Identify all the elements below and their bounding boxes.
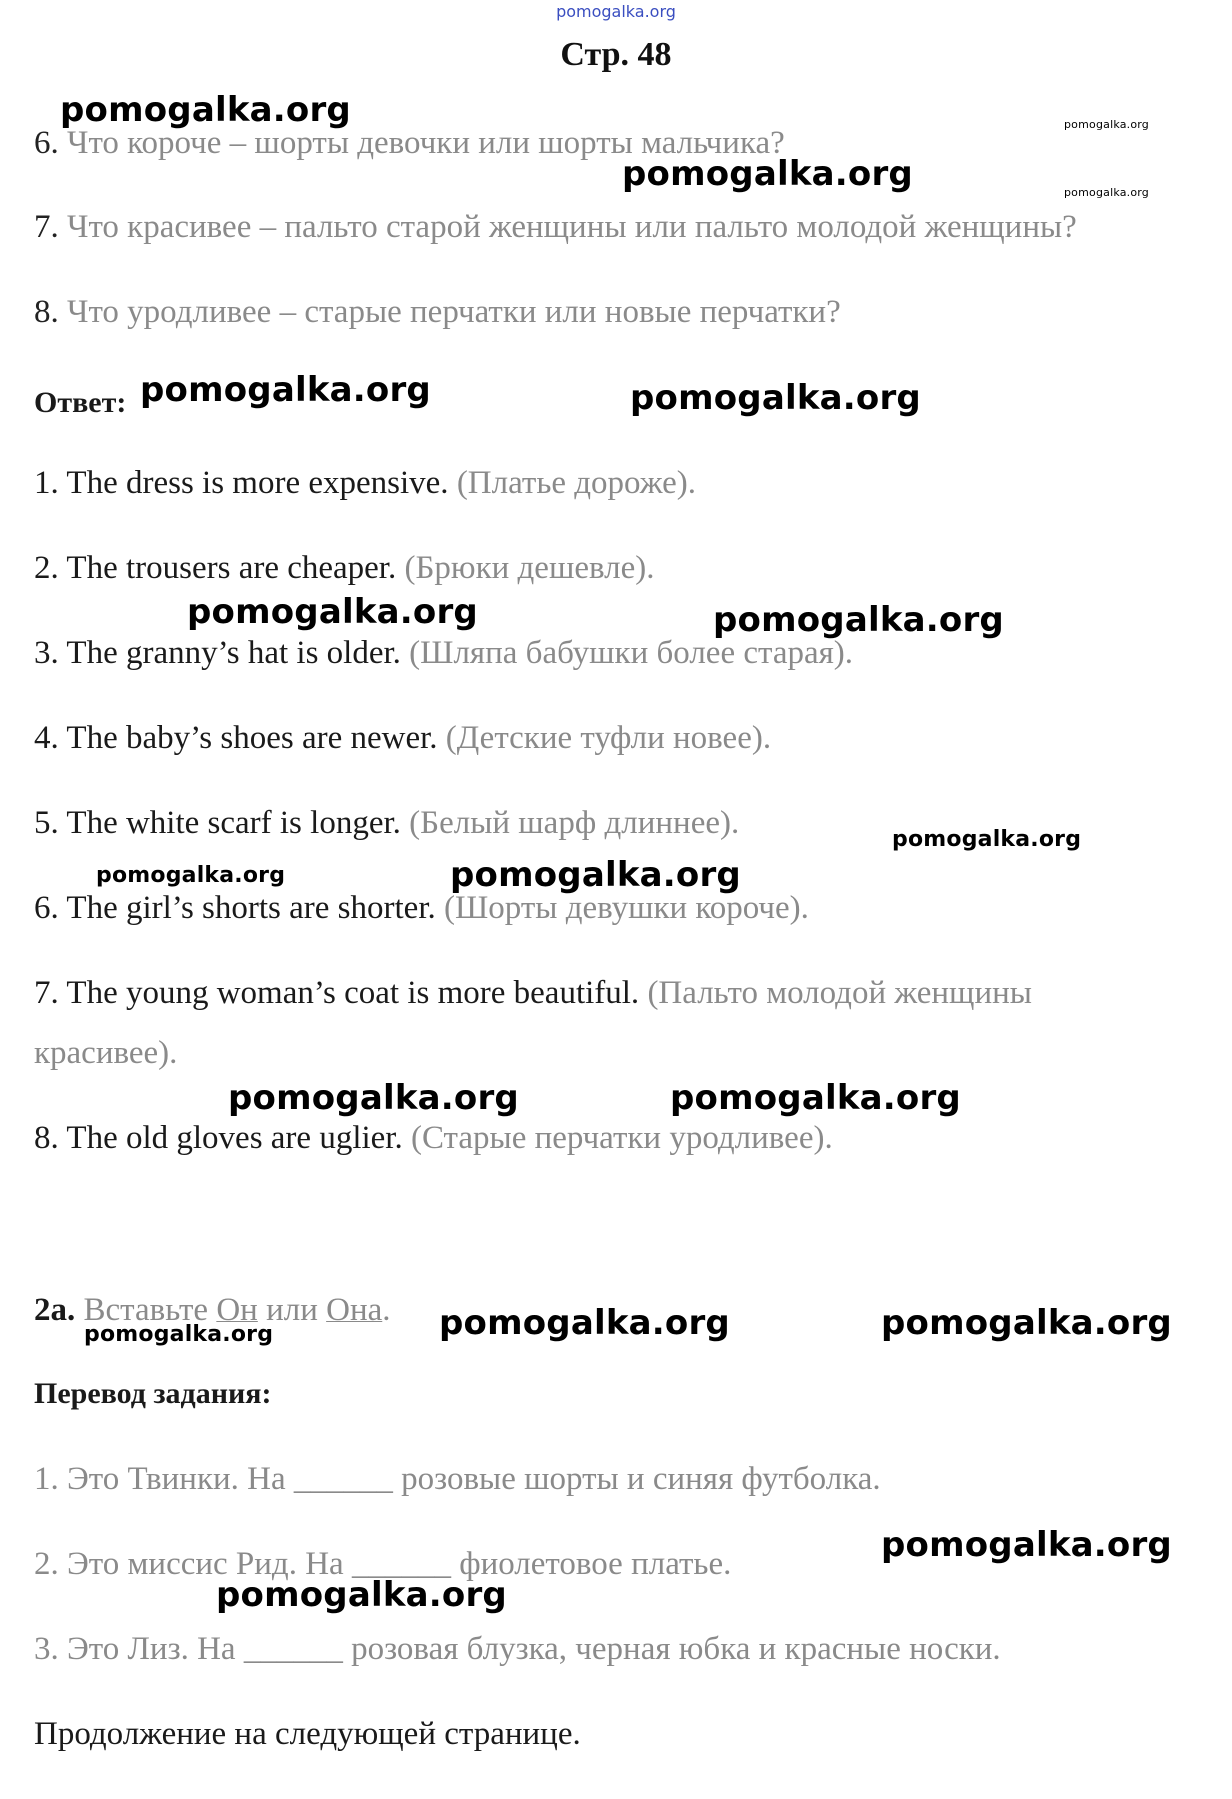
item-number: 2.	[34, 550, 59, 586]
site-link[interactable]: pomogalka.org	[556, 2, 676, 21]
option-word: Он	[216, 1292, 258, 1328]
answer-english: The trousers are cheaper.	[66, 550, 397, 586]
answer-english: The white scarf is longer.	[66, 805, 401, 841]
answer-item-1	[34, 463, 696, 503]
item-number: 7.	[34, 975, 59, 1011]
answer-translation: (Пальто молодой женщины	[647, 975, 1032, 1011]
answer-english: The girl’s shorts are shorter.	[66, 890, 436, 926]
answer-blank: ______	[243, 1631, 343, 1667]
question-7	[34, 207, 1077, 247]
item-number: 6.	[34, 890, 59, 926]
watermark: pomogalka.org	[84, 1322, 274, 1347]
page-title: Стр. 48	[560, 36, 672, 73]
sentence-end: фиолетовое платье.	[459, 1546, 732, 1582]
watermark: pomogalka.org	[439, 1303, 730, 1343]
answer-english: The granny’s hat is older.	[66, 635, 401, 671]
item-number: 8.	[34, 294, 59, 330]
answer-translation: (Шорты девушки короче).	[444, 890, 809, 926]
option-word: Она	[326, 1292, 383, 1328]
item-number: 4.	[34, 720, 59, 756]
answer-english: The dress is more expensive.	[66, 465, 449, 501]
watermark: pomogalka.org	[622, 154, 913, 194]
watermark: pomogalka.org	[1064, 186, 1149, 199]
answer-blank: ______	[293, 1461, 393, 1497]
answer-item-7	[34, 973, 1032, 1013]
task-instruction: Вставьте	[83, 1292, 209, 1328]
item-number: 5.	[34, 805, 59, 841]
answer-item-5	[34, 803, 739, 843]
item-number: 8.	[34, 1120, 59, 1156]
watermark: pomogalka.org	[881, 1525, 1172, 1565]
question-text: Что красивее – пальто старой женщины или пальто молодой женщины?	[67, 209, 1077, 245]
answer-label: Ответ:	[34, 386, 127, 419]
watermark: pomogalka.org	[450, 855, 741, 895]
watermark: pomogalka.org	[670, 1078, 961, 1118]
answer-english: The old gloves are uglier.	[66, 1120, 403, 1156]
watermark: pomogalka.org	[881, 1303, 1172, 1343]
task-item-3	[34, 1629, 1001, 1669]
item-number: 2.	[34, 1546, 59, 1582]
watermark: pomogalka.org	[1064, 118, 1149, 131]
answer-item-8	[34, 1118, 833, 1158]
item-number: 3.	[34, 635, 59, 671]
task-instruction-end: .	[382, 1292, 391, 1328]
answer-blank: ______	[351, 1546, 451, 1582]
watermark: pomogalka.org	[140, 370, 431, 410]
sentence-end: розовые шорты и синяя футболка.	[401, 1461, 881, 1497]
answer-english: The baby’s shoes are newer.	[66, 720, 438, 756]
item-number: 7.	[34, 209, 59, 245]
sentence-start: Это миссис Рид. На	[67, 1546, 344, 1582]
item-number: 3.	[34, 1631, 59, 1667]
answer-item-2	[34, 548, 655, 588]
watermark: pomogalka.org	[630, 378, 921, 418]
answer-translation: (Шляпа бабушки более старая).	[409, 635, 854, 671]
watermark: pomogalka.org	[216, 1575, 507, 1615]
item-number: 1.	[34, 465, 59, 501]
answer-translation: (Белый шарф длиннее).	[409, 805, 740, 841]
answer-translation: (Детские туфли новее).	[445, 720, 772, 756]
sentence-end: розовая блузка, черная юбка и красные носки.	[351, 1631, 1001, 1667]
answer-translation: (Платье дороже).	[456, 465, 696, 501]
answer-english: The young woman’s coat is more beautiful.	[66, 975, 640, 1011]
translation-label: Перевод задания:	[34, 1377, 272, 1410]
answer-item-4	[34, 718, 771, 758]
task-instruction: или	[266, 1292, 318, 1328]
watermark: pomogalka.org	[187, 592, 478, 632]
task-number: 2a.	[34, 1292, 76, 1328]
item-number: 1.	[34, 1461, 59, 1497]
task-item-1	[34, 1459, 881, 1499]
answer-item-7-continuation: красивее).	[34, 1035, 178, 1071]
question-text: Что уродливее – старые перчатки или новые перчатки?	[67, 294, 841, 330]
sentence-start: Это Твинки. На	[67, 1461, 286, 1497]
item-number: 6.	[34, 125, 59, 161]
sentence-start: Это Лиз. На	[67, 1631, 236, 1667]
watermark: pomogalka.org	[892, 827, 1082, 852]
answer-translation: (Старые перчатки уродливее).	[410, 1120, 833, 1156]
watermark: pomogalka.org	[96, 863, 286, 888]
watermark: pomogalka.org	[60, 90, 351, 130]
question-8	[34, 292, 841, 332]
answer-translation: (Брюки дешевле).	[404, 550, 655, 586]
watermark: pomogalka.org	[713, 600, 1004, 640]
continuation-note: Продолжение на следующей странице.	[34, 1716, 581, 1752]
question-text: Что короче – шорты девочки или шорты мальчика?	[67, 125, 785, 161]
watermark: pomogalka.org	[228, 1078, 519, 1118]
